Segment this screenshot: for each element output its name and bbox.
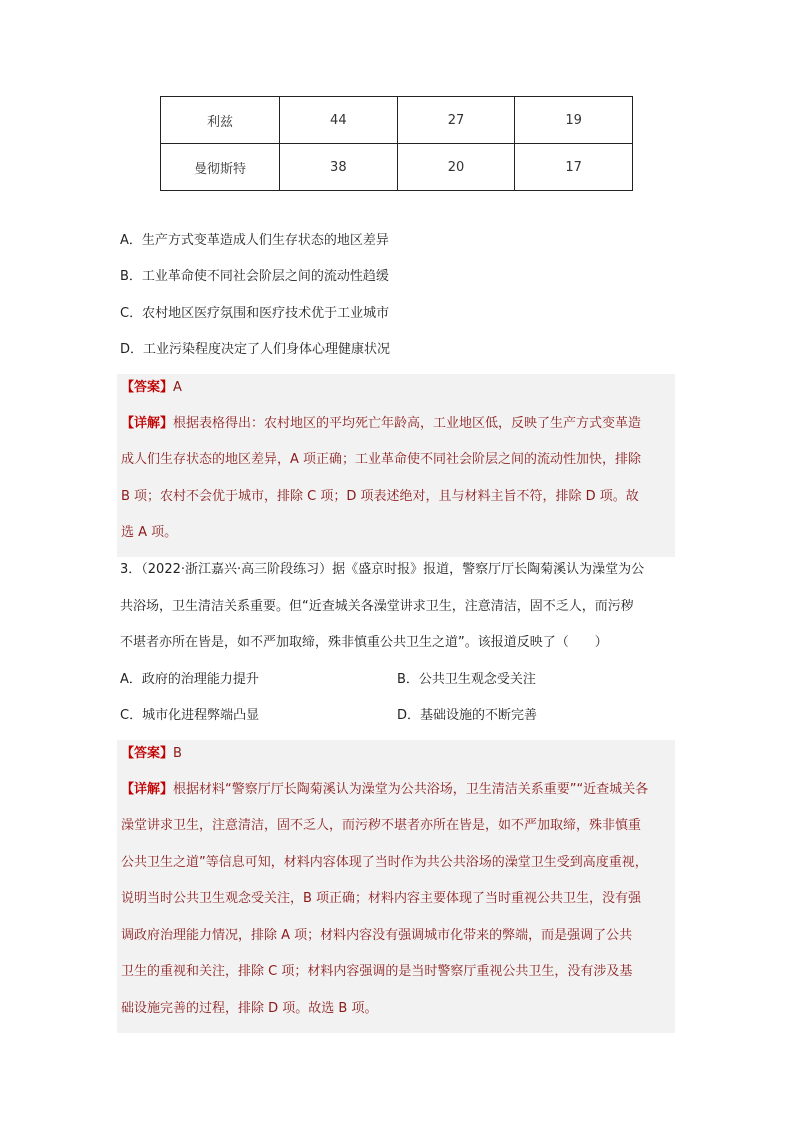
option-b: B．公共卫生观念受关注 — [397, 672, 536, 687]
question-stem: 不堪者亦所在皆是，如不严加取缔，殊非慎重公共卫生之道”。该报道反映了（ ） — [120, 635, 608, 650]
answer-value: B — [173, 746, 182, 761]
table-row — [161, 144, 633, 191]
detail-text: 根据材料“警察厅厅长陶菊溪认为澡堂为公共浴场，卫生清洁关系重要”“近查城关各 — [173, 782, 649, 797]
answer-tag: 【答案】 — [121, 746, 174, 761]
detail-line: 调政府治理能力情况，排除 A 项；材料内容没有强调城市化带来的弊端，而是强调了公共 — [121, 928, 633, 943]
option-d: D．基础设施的不断完善 — [397, 708, 538, 723]
answer-line — [121, 378, 182, 398]
answer-line — [121, 744, 182, 764]
detail-line — [121, 414, 641, 434]
table-cell: 38 — [280, 144, 398, 191]
detail-line: 澡堂讲求卫生，注意清洁，固不乏人，而污秽不堪者亦所在皆是，如不严加取缔，殊非慎重 — [121, 818, 642, 833]
table-cell: 利兹 — [161, 97, 280, 144]
question-stem: 3．（2022·浙江嘉兴·高三阶段练习）据《盛京时报》报道，警察厅厅长陶菊溪认为澡堂为公 — [120, 562, 645, 577]
answer-box — [117, 740, 675, 1033]
table-cell: 17 — [515, 144, 633, 191]
detail-line: 成人们生存状态的地区差异，A 项正确；工业革命使不同社会阶层之间的流动性加快，排除 — [121, 452, 642, 467]
option-a: A．政府的治理能力提升 — [120, 672, 259, 687]
option-d: D．工业污染程度决定了人们身体心理健康状况 — [120, 342, 391, 357]
table-cell: 19 — [515, 97, 633, 144]
option-c: C．农村地区医疗氛围和医疗技术优于工业城市 — [120, 306, 390, 321]
detail-tag: 【详解】 — [121, 416, 174, 431]
option-c: C．城市化进程弊端凸显 — [120, 708, 260, 723]
option-a: A．生产方式变革造成人们生存状态的地区差异 — [120, 233, 389, 248]
option-b: B．工业革命使不同社会阶层之间的流动性趋缓 — [120, 269, 389, 284]
mortality-table — [160, 96, 633, 191]
table-cell: 27 — [397, 97, 515, 144]
detail-line: 选 A 项。 — [121, 525, 178, 540]
detail-line: 公共卫生之道”等信息可知，材料内容体现了当时作为共公共浴场的澡堂卫生受到高度重视， — [121, 855, 648, 870]
table-cell: 20 — [397, 144, 515, 191]
detail-line — [121, 780, 648, 800]
question-stem: 共浴场，卫生清洁关系重要。但“近查城关各澡堂讲求卫生，注意清洁，固不乏人，而污秽 — [120, 599, 634, 614]
table-cell: 44 — [280, 97, 398, 144]
table-row — [161, 97, 633, 144]
detail-line: 说明当时公共卫生观念受关注，B 项正确；材料内容主要体现了当时重视公共卫生，没有强 — [121, 891, 642, 906]
detail-line: 础设施完善的过程，排除 D 项。故选 B 项。 — [121, 1001, 378, 1016]
detail-text: 根据表格得出：农村地区的平均死亡年龄高，工业地区低，反映了生产方式变革造 — [173, 416, 642, 431]
answer-tag: 【答案】 — [121, 380, 174, 395]
detail-tag: 【详解】 — [121, 782, 174, 797]
answer-box — [117, 374, 675, 557]
answer-value: A — [173, 380, 182, 395]
table-cell: 曼彻斯特 — [161, 144, 280, 191]
detail-line: 卫生的重视和关注，排除 C 项；材料内容强调的是当时警察厅重视公共卫生，没有涉及基 — [121, 964, 633, 979]
detail-line: B 项；农村不会优于城市，排除 C 项；D 项表述绝对，且与材料主旨不符，排除 D 项。故 — [121, 489, 639, 504]
